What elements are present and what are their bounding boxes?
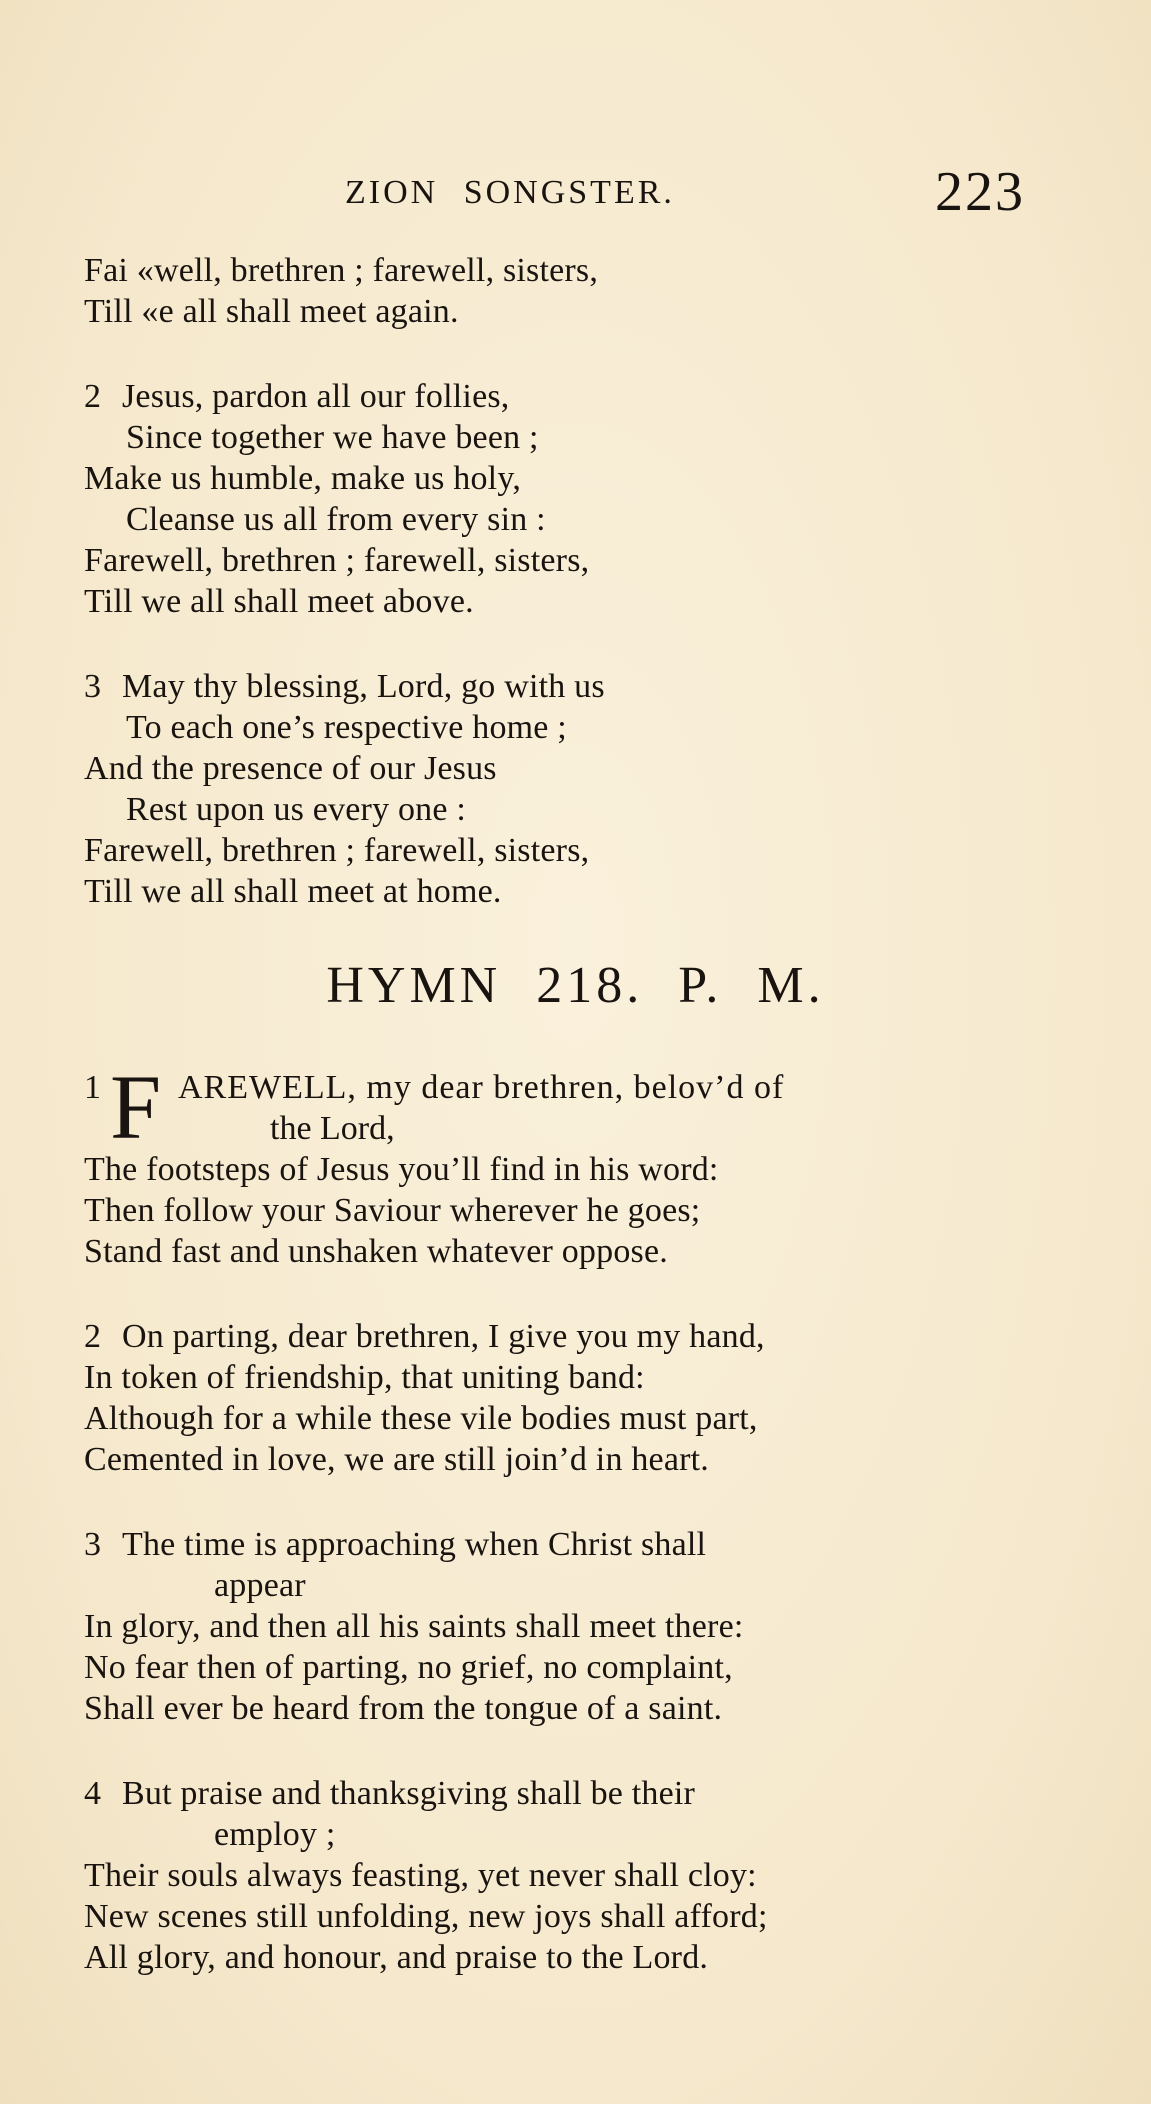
verse-line: Till «e all shall meet again. [84, 293, 459, 330]
verse-line: Make us humble, make us holy, [84, 460, 522, 497]
verse-line [84, 1316, 1084, 1357]
verse-number: 4 [84, 1775, 102, 1812]
hymn-verse-1 [84, 1056, 1084, 1272]
verse-line [84, 1773, 1084, 1814]
verse-text: AREWELL, my dear brethren, belov’d of [178, 1069, 785, 1106]
verse-line: Stand fast and unshaken whatever oppose. [84, 1233, 668, 1270]
verse-line [84, 376, 1084, 417]
running-title: ZION SONGSTER. [345, 174, 675, 211]
hymn-verse-2 [84, 1316, 1084, 1480]
continued-verse [84, 250, 1084, 332]
page-body [84, 250, 1084, 2022]
verse-line: In glory, and then all his saints shall meet there: [84, 1608, 744, 1645]
verse-line: Farewell, brethren ; farewell, sisters, [84, 832, 590, 869]
verse-line: Although for a while these vile bodies must part, [84, 1400, 758, 1437]
verse-line: Shall ever be heard from the tongue of a saint. [84, 1690, 723, 1727]
verse-line: Cleanse us all from every sin : [126, 501, 546, 538]
hymn-verse-3 [84, 1524, 1084, 1729]
verse-line: The footsteps of Jesus you’ll find in his word: [84, 1151, 719, 1188]
verse-3 [84, 666, 1084, 912]
page-number: 223 [935, 161, 1025, 223]
verse-text: The time is approaching when Christ shall [122, 1526, 707, 1563]
verse-line: Farewell, brethren ; farewell, sisters, [84, 542, 590, 579]
verse-number: 1 [84, 1069, 101, 1106]
verse-text: On parting, dear brethren, I give you my hand, [122, 1318, 765, 1355]
first-line [84, 1056, 1084, 1158]
hymn-title: HYMN 218. P. M. [326, 957, 825, 1014]
verse-line: All glory, and honour, and praise to the Lord. [84, 1939, 709, 1976]
verse-line: employ ; [214, 1816, 336, 1853]
verse-text: Jesus, pardon all our follies, [122, 378, 510, 415]
verse-line: No fear then of parting, no grief, no complaint, [84, 1649, 733, 1686]
verse-text: the Lord, [270, 1110, 395, 1147]
verse-line [84, 1524, 1084, 1565]
verse-2 [84, 376, 1084, 622]
hymn-verse-4 [84, 1773, 1084, 1978]
verse-line: Cemented in love, we are still join’d in heart. [84, 1441, 710, 1478]
verse-number: 3 [84, 1526, 102, 1563]
verse-line: Till we all shall meet above. [84, 583, 474, 620]
verse-line: Since together we have been ; [126, 419, 539, 456]
verse-number: 2 [84, 378, 102, 415]
verse-line: Fai «well, brethren ; farewell, sisters, [84, 252, 599, 289]
drop-cap: F [110, 1056, 162, 1158]
verse-text: May thy blessing, Lord, go with us [122, 668, 605, 705]
verse-line [84, 666, 1084, 707]
verse-line: In token of friendship, that uniting band: [84, 1359, 645, 1396]
verse-number: 2 [84, 1318, 102, 1355]
verse-text: But praise and thanksgiving shall be their [122, 1775, 696, 1812]
verse-line: Then follow your Saviour wherever he goes; [84, 1192, 701, 1229]
verse-line: appear [214, 1567, 306, 1604]
verse-line: To each one’s respective home ; [126, 709, 567, 746]
running-head [0, 161, 1151, 228]
verse-line: Their souls always feasting, yet never shall cloy: [84, 1857, 757, 1894]
verse-line: Till we all shall meet at home. [84, 873, 502, 910]
verse-line: And the presence of our Jesus [84, 750, 497, 787]
verse-number: 3 [84, 668, 102, 705]
verse-line: New scenes still unfolding, new joys shall afford; [84, 1898, 768, 1935]
verse-line: Rest upon us every one : [126, 791, 467, 828]
